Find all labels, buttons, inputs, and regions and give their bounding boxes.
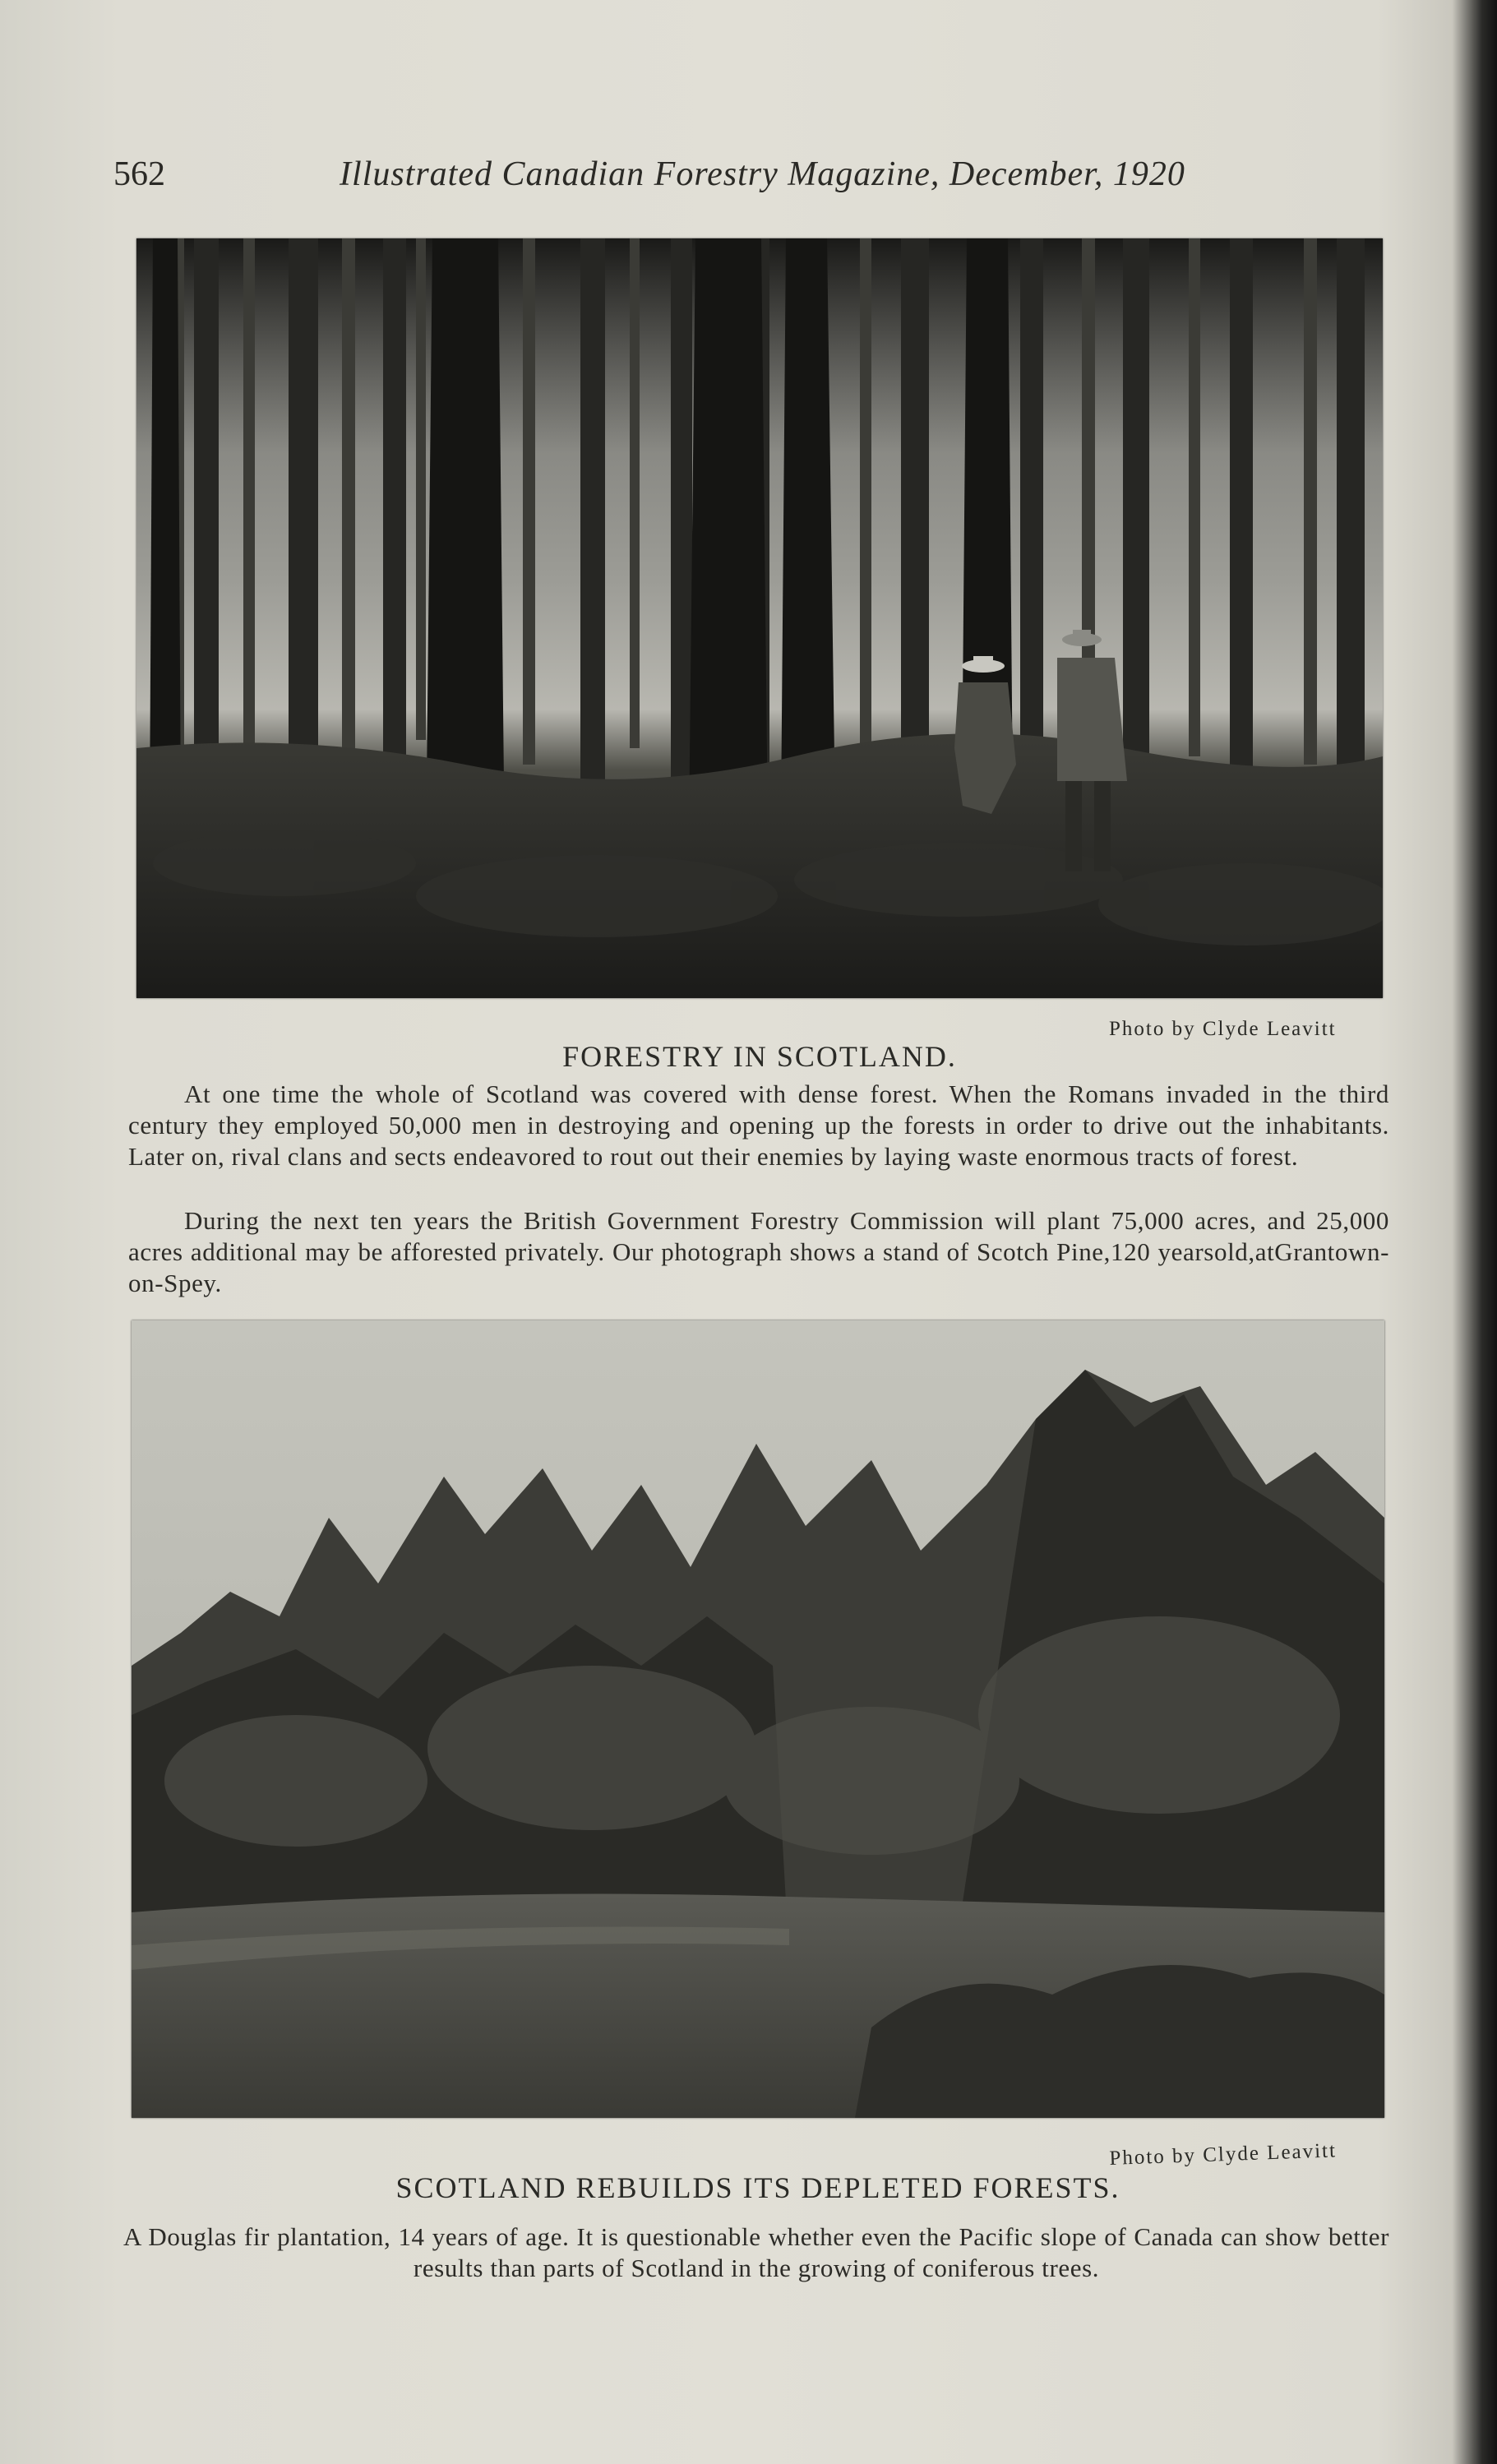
photo1-paragraph-2: During the next ten years the British Government Forestry Commission will plant 75,000 acres, and 25,000 acres additional may be afforested privately. Our photograph shows a stand of Scotch Pine,120 yearsold,atGrantown-on-Spey. — [128, 1206, 1389, 1297]
running-head: Illustrated Canadian Forestry Magazine, December, 1920 — [340, 155, 1185, 193]
page-number: 562 — [113, 155, 165, 193]
photo1-title: FORESTRY IN SCOTLAND. — [562, 1040, 957, 1073]
page-header — [107, 155, 1258, 204]
photo2-credit: Photo by Clyde Leavitt — [1109, 2139, 1338, 2170]
photo1-credit: Photo by Clyde Leavitt — [1109, 1018, 1337, 1040]
photo2-paragraph-1: A Douglas fir plantation, 14 years of age. It is questionable whether even the Pacific slope of Canada can show better results than parts of Scotland in the growing of coniferous trees. — [123, 2222, 1389, 2282]
douglas-fir-plantation-photo — [132, 1320, 1384, 2118]
scotch-pine-forest-photo — [136, 238, 1383, 998]
photo1-paragraph-1: At one time the whole of Scotland was covered with dense forest. When the Romans invaded in the third century they employed 50,000 men in destroying and opening up the forests in order to drive out the inhabitants. Later on, rival clans and sects endeavored to rout out their enemies by laying waste enormous tracts of forest. — [128, 1079, 1389, 1171]
photo2-title: SCOTLAND REBUILDS ITS DEPLETED FORESTS. — [395, 2171, 1120, 2204]
